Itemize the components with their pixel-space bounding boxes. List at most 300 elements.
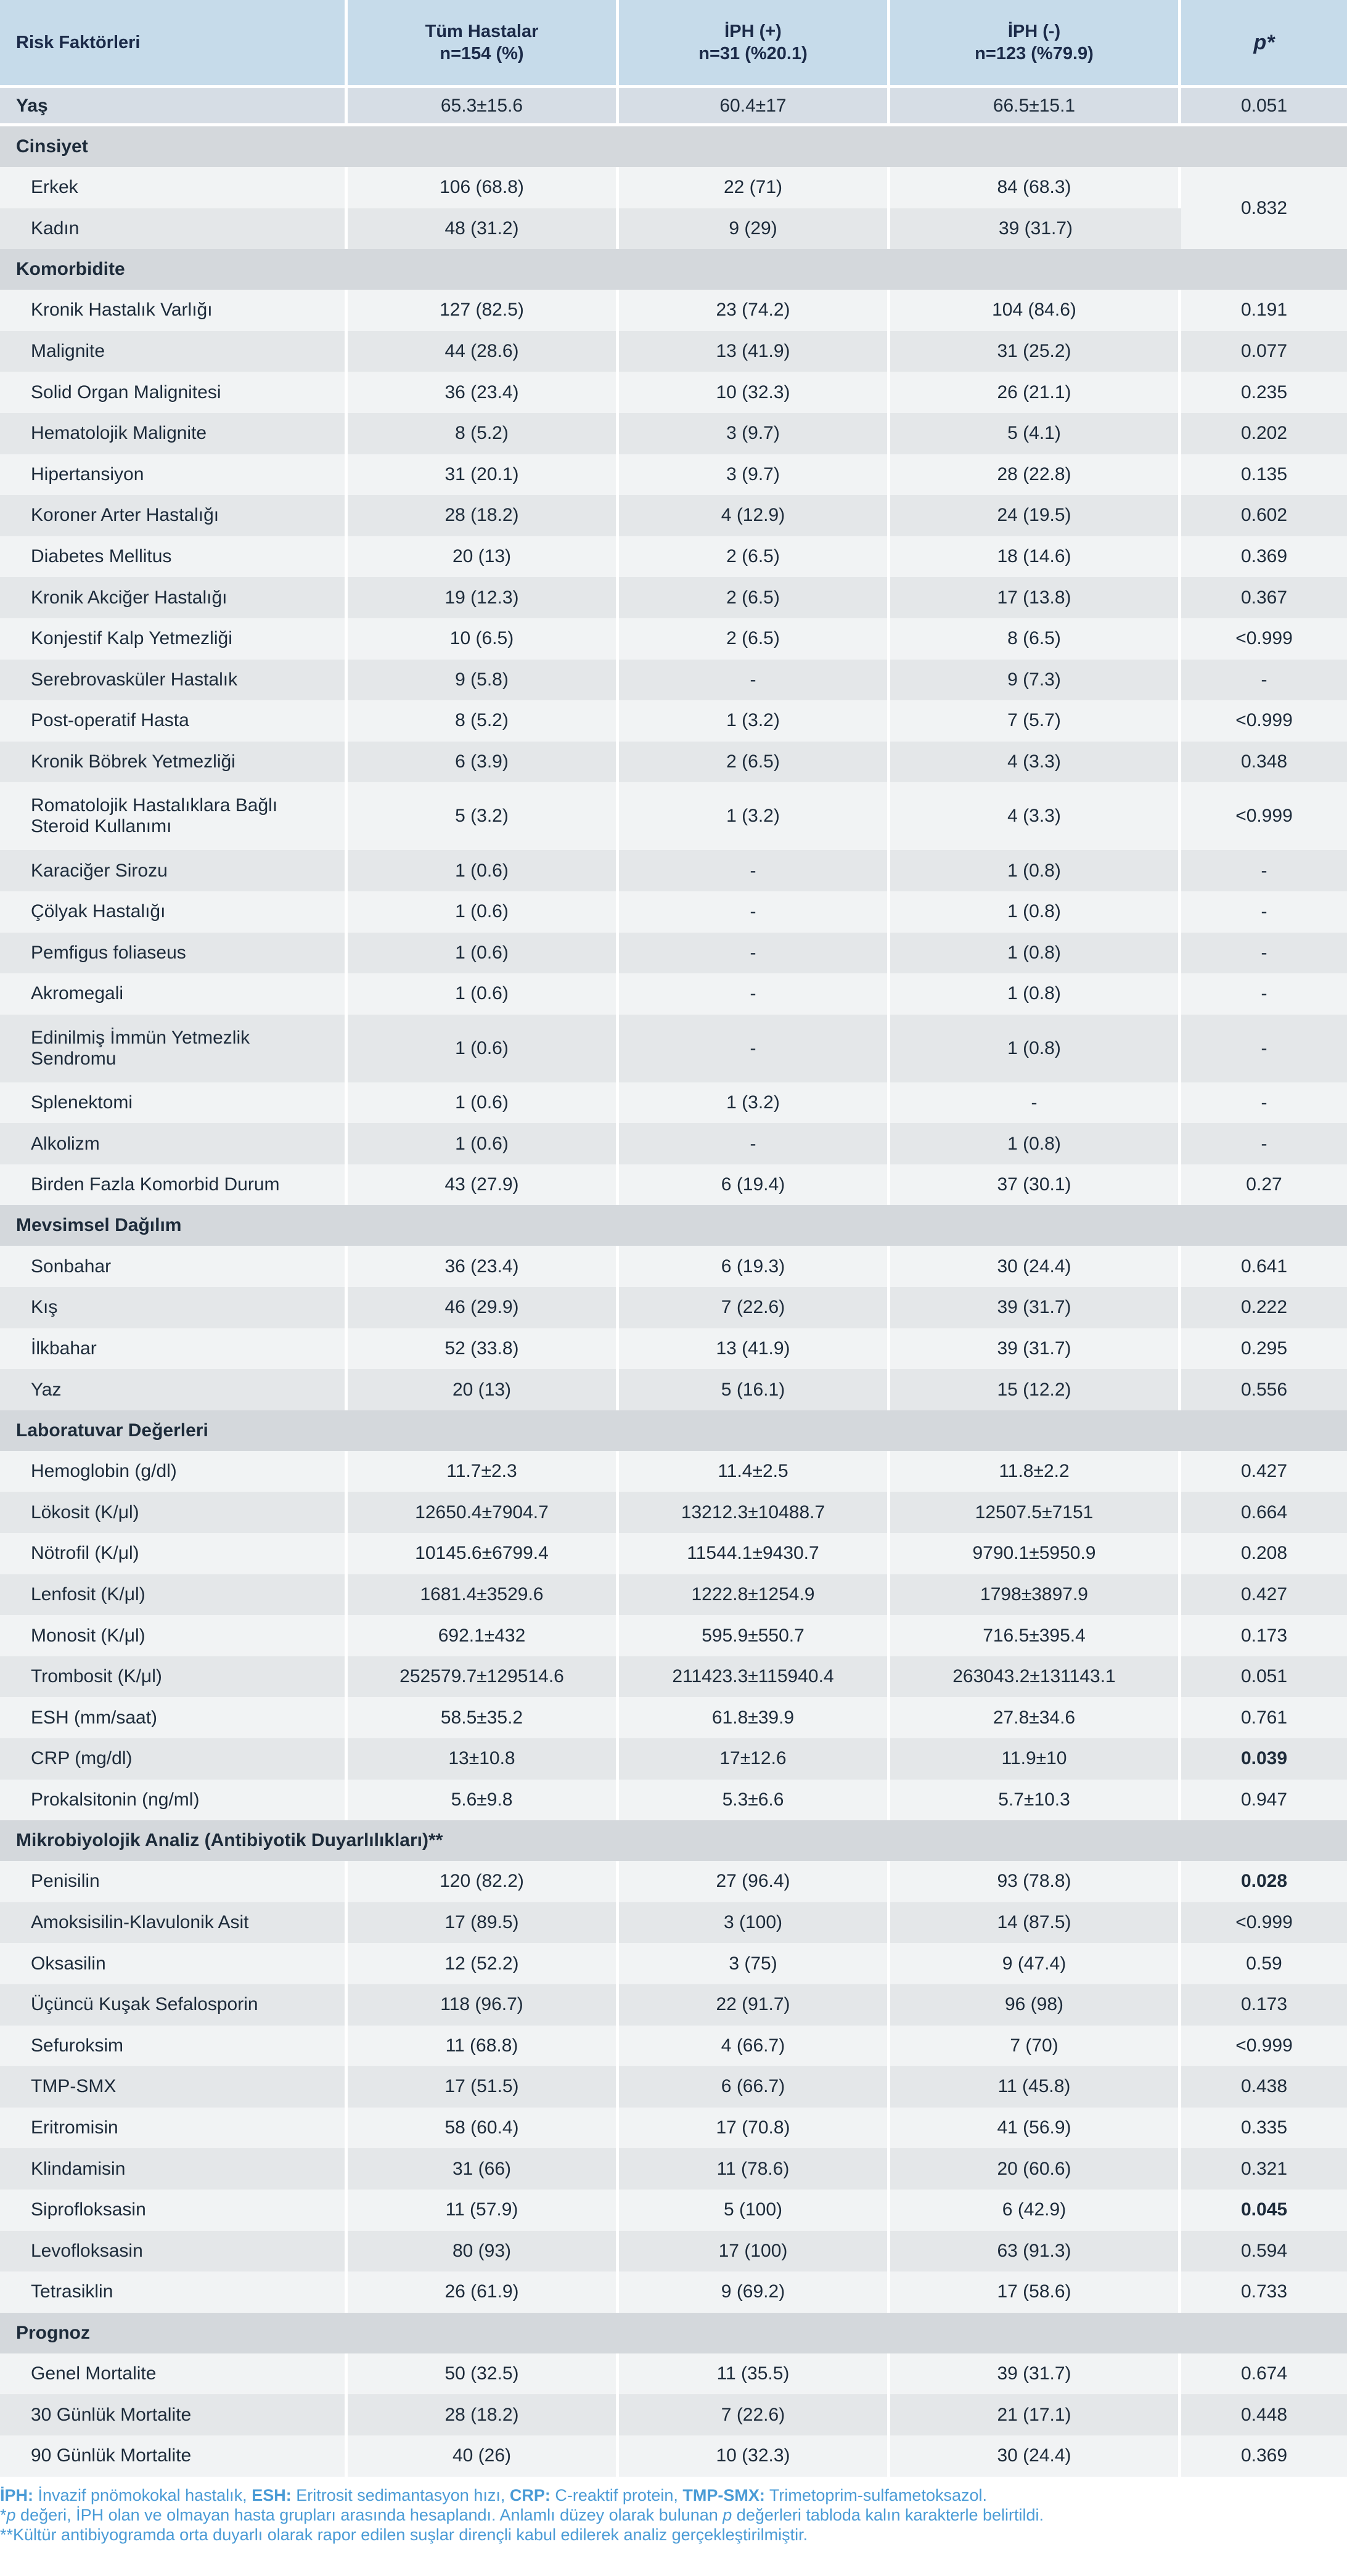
row-label: Hipertansiyon: [0, 454, 348, 496]
row-label: [0, 1015, 348, 1082]
cell-all: 36 (23.4): [348, 1246, 619, 1287]
row-label: Hemoglobin (g/dl): [0, 1451, 348, 1492]
cell-p-value: <0.999: [1181, 1902, 1347, 1944]
cell-iph-positive: 61.8±39.9: [619, 1697, 890, 1738]
cell-iph-negative: 30 (24.4): [890, 1246, 1181, 1287]
cell-p-value: 0.369: [1181, 536, 1347, 578]
row-label: Kronik Akciğer Hastalığı: [0, 577, 348, 618]
table-row: [0, 2190, 1347, 2231]
cell-iph-negative: 24 (19.5): [890, 495, 1181, 536]
cell-p-value: 0.27: [1181, 1164, 1347, 1206]
row-label: Hematolojik Malignite: [0, 413, 348, 454]
table-row: [0, 891, 1347, 933]
row-label: Kadın: [0, 208, 348, 250]
row-label: Malignite: [0, 331, 348, 372]
cell-p-value: -: [1181, 850, 1347, 891]
cell-iph-negative: 5.7±10.3: [890, 1780, 1181, 1821]
cell-iph-negative: 39 (31.7): [890, 1287, 1181, 1328]
row-label: Karaciğer Sirozu: [0, 850, 348, 891]
cell-all: 11 (68.8): [348, 2026, 619, 2067]
cell-iph-negative: 1798±3897.9: [890, 1574, 1181, 1616]
row-label: Lenfosit (K/μl): [0, 1574, 348, 1616]
row-label: Alkolizm: [0, 1123, 348, 1164]
row-label: Splenektomi: [0, 1082, 348, 1124]
cell-all: 120 (82.2): [348, 1861, 619, 1902]
table-row: [0, 700, 1347, 742]
cell-all: 11 (57.9): [348, 2190, 619, 2231]
cell-iph-positive: 1 (3.2): [619, 1082, 890, 1124]
row-label: Sonbahar: [0, 1246, 348, 1287]
row-label: Siprofloksasin: [0, 2190, 348, 2231]
cell-iph-negative: 1 (0.8): [890, 1015, 1181, 1082]
footnote-abbreviations: [0, 2485, 1347, 2505]
table-row: [0, 2394, 1347, 2435]
cell-p-value: 0.208: [1181, 1533, 1347, 1574]
cell-iph-positive: 3 (75): [619, 1943, 890, 1984]
cell-p-value: <0.999: [1181, 2026, 1347, 2067]
cell-all: 19 (12.3): [348, 577, 619, 618]
cell-p-value: 0.641: [1181, 1246, 1347, 1287]
cell-iph-positive: -: [619, 973, 890, 1015]
row-label: Penisilin: [0, 1861, 348, 1902]
abbr-iph: İPH:: [0, 2485, 33, 2504]
cell-all: 31 (20.1): [348, 454, 619, 496]
row-label: Tetrasiklin: [0, 2271, 348, 2313]
table-row: [0, 1015, 1347, 1082]
cell-all: 1 (0.6): [348, 973, 619, 1015]
cell-iph-negative: 1 (0.8): [890, 850, 1181, 891]
cell-all: 36 (23.4): [348, 372, 619, 413]
cell-iph-negative: 1 (0.8): [890, 1123, 1181, 1164]
cell-iph-positive: 22 (91.7): [619, 1984, 890, 2026]
cell-iph-positive: 1222.8±1254.9: [619, 1574, 890, 1616]
cell-iph-positive: 6 (19.3): [619, 1246, 890, 1287]
cell-all: 1 (0.6): [348, 933, 619, 974]
gender-p: 0.832: [1181, 167, 1347, 249]
row-label: Çölyak Hastalığı: [0, 891, 348, 933]
row-label: Diabetes Mellitus: [0, 536, 348, 578]
row-label: Prokalsitonin (ng/ml): [0, 1780, 348, 1821]
cell-iph-negative: 11.8±2.2: [890, 1451, 1181, 1492]
cell-iph-negative: 7 (70): [890, 2026, 1181, 2067]
age-all: 65.3±15.6: [348, 88, 619, 126]
cell-all: 40 (26): [348, 2435, 619, 2477]
table-row: [0, 2148, 1347, 2190]
cell-p-value: <0.999: [1181, 700, 1347, 742]
section-title: Mevsimsel Dağılım: [0, 1205, 1347, 1246]
footnote-p: p: [6, 2505, 16, 2524]
cell-iph-negative: 11.9±10: [890, 1738, 1181, 1780]
cell-all: 48 (31.2): [348, 208, 619, 250]
table-row: [0, 1164, 1347, 1206]
row-label: Erkek: [0, 167, 348, 208]
cell-p-value: -: [1181, 660, 1347, 701]
cell-p-value: 0.051: [1181, 1656, 1347, 1698]
cell-iph-negative: -: [890, 1082, 1181, 1124]
cell-iph-negative: 9 (47.4): [890, 1943, 1181, 1984]
table-row: [0, 1780, 1347, 1821]
section-header-lab: [0, 1410, 1347, 1451]
table-row: [0, 167, 1347, 208]
table-row: [0, 1943, 1347, 1984]
footnote-p-value: [0, 2505, 1347, 2525]
cell-iph-negative: 26 (21.1): [890, 372, 1181, 413]
cell-iph-negative: 263043.2±131143.1: [890, 1656, 1181, 1698]
table-row: [0, 372, 1347, 413]
table-row: [0, 1902, 1347, 1944]
cell-iph-positive: 11 (78.6): [619, 2148, 890, 2190]
cell-iph-positive: -: [619, 660, 890, 701]
cell-p-value: 0.348: [1181, 742, 1347, 783]
cell-iph-positive: 3 (9.7): [619, 413, 890, 454]
age-iph-negative: 66.5±15.1: [890, 88, 1181, 126]
cell-iph-positive: 2 (6.5): [619, 577, 890, 618]
cell-p-value: 0.235: [1181, 372, 1347, 413]
cell-iph-positive: 7 (22.6): [619, 2394, 890, 2435]
cell-p-value: 0.664: [1181, 1492, 1347, 1533]
cell-all: 127 (82.5): [348, 290, 619, 331]
table-row: [0, 973, 1347, 1015]
cell-p-value: 0.045: [1181, 2190, 1347, 2231]
cell-iph-negative: 31 (25.2): [890, 331, 1181, 372]
row-label: Trombosit (K/μl): [0, 1656, 348, 1698]
table-row: [0, 208, 1347, 250]
table-row: [0, 413, 1347, 454]
section-header-gender: [0, 126, 1347, 167]
cell-p-value: 0.947: [1181, 1780, 1347, 1821]
cell-p-value: -: [1181, 1123, 1347, 1164]
header-p-value: p*: [1181, 0, 1347, 88]
abbr-crp-text: C-reaktif protein,: [550, 2485, 683, 2504]
footnote-star: **: [0, 2525, 14, 2544]
table-row: [0, 1861, 1347, 1902]
cell-iph-negative: 21 (17.1): [890, 2394, 1181, 2435]
cell-iph-positive: 10 (32.3): [619, 372, 890, 413]
cell-p-value: 0.173: [1181, 1615, 1347, 1656]
table-row: [0, 1123, 1347, 1164]
cell-p-value: -: [1181, 891, 1347, 933]
row-label: TMP-SMX: [0, 2066, 348, 2108]
cell-iph-positive: 11.4±2.5: [619, 1451, 890, 1492]
cell-p-value: 0.594: [1181, 2231, 1347, 2272]
row-label: Genel Mortalite: [0, 2353, 348, 2395]
table-row: [0, 536, 1347, 578]
cell-iph-negative: 39 (31.7): [890, 208, 1181, 250]
cell-iph-positive: 5.3±6.6: [619, 1780, 890, 1821]
row-label: Monosit (K/μl): [0, 1615, 348, 1656]
cell-p-value: 0.135: [1181, 454, 1347, 496]
age-iph-positive: 60.4±17: [619, 88, 890, 126]
cell-iph-positive: 13 (41.9): [619, 331, 890, 372]
cell-all: 6 (3.9): [348, 742, 619, 783]
row-label: Üçüncü Kuşak Sefalosporin: [0, 1984, 348, 2026]
header-iph-negative: [890, 0, 1181, 88]
row-label: İlkbahar: [0, 1328, 348, 1370]
cell-iph-positive: 22 (71): [619, 167, 890, 208]
cell-iph-positive: 3 (100): [619, 1902, 890, 1944]
table-row: [0, 1369, 1347, 1410]
row-label: ESH (mm/saat): [0, 1697, 348, 1738]
header-all-patients-n: n=154 (%): [440, 44, 524, 63]
cell-all: 1681.4±3529.6: [348, 1574, 619, 1616]
row-label-line: Edinilmiş İmmün Yetmezlik: [31, 1027, 250, 1048]
cell-all: 8 (5.2): [348, 413, 619, 454]
table-row: [0, 1287, 1347, 1328]
cell-all: 106 (68.8): [348, 167, 619, 208]
cell-iph-negative: 30 (24.4): [890, 2435, 1181, 2477]
table-row: [0, 1615, 1347, 1656]
cell-all: 17 (51.5): [348, 2066, 619, 2108]
table-row: [0, 618, 1347, 660]
cell-all: 1 (0.6): [348, 1123, 619, 1164]
footnote-culture: [0, 2525, 1347, 2545]
cell-all: 58.5±35.2: [348, 1697, 619, 1738]
cell-p-value: 0.335: [1181, 2108, 1347, 2149]
row-label: CRP (mg/dl): [0, 1738, 348, 1780]
table-row: [0, 290, 1347, 331]
header-all-patients: [348, 0, 619, 88]
cell-all: 11.7±2.3: [348, 1451, 619, 1492]
cell-p-value: 0.59: [1181, 1943, 1347, 1984]
table-row: [0, 2435, 1347, 2477]
table-row: [0, 782, 1347, 850]
section-title: Prognoz: [0, 2313, 1347, 2353]
cell-iph-positive: 595.9±550.7: [619, 1615, 890, 1656]
cell-all: 12650.4±7904.7: [348, 1492, 619, 1533]
abbr-crp: CRP:: [509, 2485, 551, 2504]
cell-iph-positive: 2 (6.5): [619, 742, 890, 783]
table-row: [0, 660, 1347, 701]
cell-iph-negative: 27.8±34.6: [890, 1697, 1181, 1738]
cell-iph-negative: 11 (45.8): [890, 2066, 1181, 2108]
cell-iph-negative: 716.5±395.4: [890, 1615, 1181, 1656]
cell-iph-positive: 4 (66.7): [619, 2026, 890, 2067]
cell-all: 252579.7±129514.6: [348, 1656, 619, 1698]
cell-p-value: 0.556: [1181, 1369, 1347, 1410]
row-label: Koroner Arter Hastalığı: [0, 495, 348, 536]
table-row: [0, 1451, 1347, 1492]
cell-iph-positive: 13 (41.9): [619, 1328, 890, 1370]
cell-iph-negative: 104 (84.6): [890, 290, 1181, 331]
cell-iph-negative: 18 (14.6): [890, 536, 1181, 578]
cell-iph-positive: 2 (6.5): [619, 536, 890, 578]
cell-iph-negative: 15 (12.2): [890, 1369, 1181, 1410]
cell-iph-negative: 41 (56.9): [890, 2108, 1181, 2149]
cell-all: 5.6±9.8: [348, 1780, 619, 1821]
cell-p-value: 0.367: [1181, 577, 1347, 618]
cell-all: 46 (29.9): [348, 1287, 619, 1328]
table-header-row: [0, 0, 1347, 88]
table-row: [0, 1984, 1347, 2026]
cell-all: 50 (32.5): [348, 2353, 619, 2395]
table-row: [0, 454, 1347, 496]
cell-p-value: -: [1181, 973, 1347, 1015]
cell-iph-positive: -: [619, 933, 890, 974]
cell-p-value: 0.448: [1181, 2394, 1347, 2435]
section-header-microbiology: [0, 1820, 1347, 1861]
cell-iph-negative: 14 (87.5): [890, 1902, 1181, 1944]
cell-all: 31 (66): [348, 2148, 619, 2190]
cell-iph-positive: 3 (9.7): [619, 454, 890, 496]
row-label: Sefuroksim: [0, 2026, 348, 2067]
table-row: [0, 1082, 1347, 1124]
cell-p-value: 0.321: [1181, 2148, 1347, 2190]
cell-p-value: 0.427: [1181, 1574, 1347, 1616]
table-row: [0, 2231, 1347, 2272]
cell-iph-positive: -: [619, 850, 890, 891]
cell-iph-negative: 96 (98): [890, 1984, 1181, 2026]
cell-iph-negative: 4 (3.3): [890, 742, 1181, 783]
row-label-line: Sendromu: [31, 1048, 117, 1069]
cell-iph-positive: 2 (6.5): [619, 618, 890, 660]
cell-iph-negative: 17 (58.6): [890, 2271, 1181, 2313]
cell-all: 80 (93): [348, 2231, 619, 2272]
cell-iph-negative: 12507.5±7151: [890, 1492, 1181, 1533]
table-row: [0, 1574, 1347, 1616]
table-row: [0, 850, 1347, 891]
cell-iph-positive: -: [619, 1123, 890, 1164]
cell-all: 52 (33.8): [348, 1328, 619, 1370]
header-all-patients-title: Tüm Hastalar: [425, 22, 539, 41]
cell-iph-negative: 1 (0.8): [890, 891, 1181, 933]
section-header-prognosis: [0, 2313, 1347, 2353]
row-label: Lökosit (K/μl): [0, 1492, 348, 1533]
row-label: Amoksisilin-Klavulonik Asit: [0, 1902, 348, 1944]
cell-p-value: 0.222: [1181, 1287, 1347, 1328]
cell-all: 1 (0.6): [348, 1082, 619, 1124]
cell-all: 17 (89.5): [348, 1902, 619, 1944]
row-label: Eritromisin: [0, 2108, 348, 2149]
cell-p-value: 0.438: [1181, 2066, 1347, 2108]
cell-all: 118 (96.7): [348, 1984, 619, 2026]
cell-iph-negative: 37 (30.1): [890, 1164, 1181, 1206]
cell-iph-negative: 93 (78.8): [890, 1861, 1181, 1902]
cell-p-value: 0.191: [1181, 290, 1347, 331]
age-row: [0, 88, 1347, 126]
cell-iph-positive: 6 (66.7): [619, 2066, 890, 2108]
abbr-tmp-smx-text: Trimetoprim-sulfametoksazol.: [764, 2485, 988, 2504]
table-row: [0, 933, 1347, 974]
section-title: Komorbidite: [0, 249, 1347, 290]
cell-iph-negative: 9790.1±5950.9: [890, 1533, 1181, 1574]
row-label: Konjestif Kalp Yetmezliği: [0, 618, 348, 660]
footnotes: [0, 2477, 1347, 2545]
footnote-p: p: [723, 2505, 732, 2524]
row-label: Kronik Böbrek Yetmezliği: [0, 742, 348, 783]
cell-p-value: 0.369: [1181, 2435, 1347, 2477]
cell-all: 28 (18.2): [348, 2394, 619, 2435]
cell-iph-negative: 9 (7.3): [890, 660, 1181, 701]
cell-p-value: 0.674: [1181, 2353, 1347, 2395]
cell-iph-positive: 17±12.6: [619, 1738, 890, 1780]
header-iph-negative-title: İPH (-): [1007, 22, 1061, 41]
cell-p-value: 0.602: [1181, 495, 1347, 536]
cell-iph-negative: 1 (0.8): [890, 973, 1181, 1015]
cell-p-value: 0.028: [1181, 1861, 1347, 1902]
table-row: [0, 1328, 1347, 1370]
age-p: 0.051: [1181, 88, 1347, 126]
cell-all: 5 (3.2): [348, 782, 619, 850]
footnote-text: değeri, İPH olan ve olmayan hasta grupları arasında hesaplandı. Anlamlı düzey olarak bulunan: [15, 2505, 723, 2524]
cell-iph-positive: 5 (100): [619, 2190, 890, 2231]
cell-p-value: -: [1181, 1015, 1347, 1082]
cell-iph-positive: 11 (35.5): [619, 2353, 890, 2395]
cell-p-value: -: [1181, 933, 1347, 974]
cell-all: 1 (0.6): [348, 891, 619, 933]
header-iph-negative-n: n=123 (%79.9): [975, 44, 1094, 63]
cell-p-value: -: [1181, 1082, 1347, 1124]
row-label: Akromegali: [0, 973, 348, 1015]
cell-all: 58 (60.4): [348, 2108, 619, 2149]
cell-all: 26 (61.9): [348, 2271, 619, 2313]
cell-iph-positive: 17 (70.8): [619, 2108, 890, 2149]
section-header-comorbidity: [0, 249, 1347, 290]
table-row: [0, 1697, 1347, 1738]
section-header-season: [0, 1205, 1347, 1246]
cell-iph-negative: 39 (31.7): [890, 2353, 1181, 2395]
cell-iph-positive: -: [619, 891, 890, 933]
table-row: [0, 495, 1347, 536]
cell-all: 692.1±432: [348, 1615, 619, 1656]
cell-iph-positive: 4 (12.9): [619, 495, 890, 536]
cell-iph-negative: 5 (4.1): [890, 413, 1181, 454]
row-label: 30 Günlük Mortalite: [0, 2394, 348, 2435]
cell-iph-positive: 7 (22.6): [619, 1287, 890, 1328]
header-iph-positive-title: İPH (+): [724, 22, 782, 41]
cell-iph-negative: 4 (3.3): [890, 782, 1181, 850]
table-row: [0, 2066, 1347, 2108]
cell-all: 10145.6±6799.4: [348, 1533, 619, 1574]
age-label: Yaş: [0, 88, 348, 126]
row-label: Kış: [0, 1287, 348, 1328]
abbr-esh: ESH:: [252, 2485, 292, 2504]
footnote-text: değerleri tabloda kalın karakterle belirtildi.: [732, 2505, 1044, 2524]
header-risk-factors: Risk Faktörleri: [0, 0, 348, 88]
table-row: [0, 577, 1347, 618]
cell-p-value: 0.295: [1181, 1328, 1347, 1370]
cell-iph-positive: 27 (96.4): [619, 1861, 890, 1902]
abbr-tmp-smx: TMP-SMX:: [682, 2485, 765, 2504]
row-label: Yaz: [0, 1369, 348, 1410]
cell-p-value: <0.999: [1181, 618, 1347, 660]
cell-iph-negative: 20 (60.6): [890, 2148, 1181, 2190]
cell-p-value: 0.733: [1181, 2271, 1347, 2313]
cell-iph-negative: 7 (5.7): [890, 700, 1181, 742]
row-label-line: Steroid Kullanımı: [31, 816, 172, 837]
table-row: [0, 2108, 1347, 2149]
cell-iph-positive: 211423.3±115940.4: [619, 1656, 890, 1698]
row-label-line: Romatolojik Hastalıklara Bağlı: [31, 795, 278, 816]
table-row: [0, 2271, 1347, 2313]
table-row: [0, 2353, 1347, 2395]
table-row: [0, 742, 1347, 783]
cell-p-value: 0.427: [1181, 1451, 1347, 1492]
cell-iph-positive: 1 (3.2): [619, 700, 890, 742]
header-iph-positive: [619, 0, 890, 88]
row-label: Klindamisin: [0, 2148, 348, 2190]
row-label: Birden Fazla Komorbid Durum: [0, 1164, 348, 1206]
cell-iph-negative: 28 (22.8): [890, 454, 1181, 496]
abbr-iph-text: İnvazif pnömokokal hastalık,: [33, 2485, 252, 2504]
abbr-esh-text: Eritrosit sedimantasyon hızı,: [291, 2485, 510, 2504]
cell-iph-positive: -: [619, 1015, 890, 1082]
cell-iph-negative: 17 (13.8): [890, 577, 1181, 618]
cell-iph-positive: 11544.1±9430.7: [619, 1533, 890, 1574]
cell-iph-positive: 23 (74.2): [619, 290, 890, 331]
row-label: [0, 782, 348, 850]
cell-iph-negative: 39 (31.7): [890, 1328, 1181, 1370]
table-row: [0, 331, 1347, 372]
